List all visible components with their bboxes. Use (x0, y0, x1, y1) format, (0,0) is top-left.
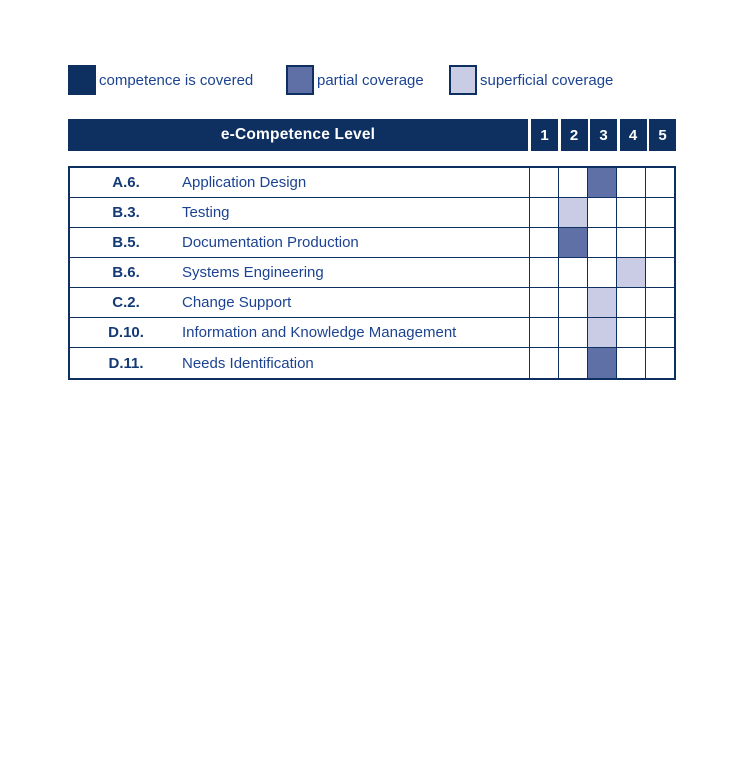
table-row (70, 258, 674, 288)
row-code: D.10. (108, 324, 144, 341)
table-row (70, 318, 674, 348)
level-header-2: 2 (561, 119, 588, 151)
grid-cell (529, 228, 558, 257)
legend-item-covered (68, 64, 253, 96)
superficial-swatch-icon (449, 65, 477, 95)
table-row (70, 228, 674, 258)
grid-cell (616, 228, 645, 257)
row-name: Change Support (182, 294, 292, 311)
grid-cell (587, 228, 616, 257)
grid-cell (529, 198, 558, 227)
row-name: Needs Identification (182, 354, 314, 372)
level-header-3: 3 (590, 119, 617, 151)
grid-cell (558, 168, 587, 197)
grid-cell (645, 348, 674, 378)
level-header-4: 4 (620, 119, 647, 151)
legend-label: partial coverage (317, 71, 424, 89)
coverage-cell-level-2 (558, 228, 587, 257)
coverage-cell-level-3 (587, 318, 616, 347)
grid-cell (616, 168, 645, 197)
coverage-cell-level-3 (587, 168, 616, 197)
table-row (70, 288, 674, 318)
grid-cell (558, 288, 587, 317)
competence-table (68, 166, 676, 380)
grid-cell (616, 348, 645, 378)
level-header-cells (531, 119, 676, 151)
matrix-header-bar (68, 119, 528, 151)
table-row (70, 198, 674, 228)
legend-label: superficial coverage (480, 71, 614, 89)
row-name: Application Design (182, 174, 307, 191)
row-name: Documentation Production (182, 234, 359, 251)
coverage-cell-level-2 (558, 198, 587, 227)
grid-cell (558, 348, 587, 378)
row-code: B.5. (112, 234, 140, 251)
grid-cell (645, 288, 674, 317)
grid-cell (529, 258, 558, 287)
partial-swatch-icon (286, 65, 314, 95)
grid-cell (645, 228, 674, 257)
grid-cell (616, 198, 645, 227)
coverage-cell-level-3 (587, 348, 616, 378)
grid-cell (616, 288, 645, 317)
row-code: A.6. (112, 174, 140, 191)
level-header-1: 1 (531, 119, 558, 151)
grid-cell (645, 258, 674, 287)
grid-cell (587, 198, 616, 227)
grid-cell (529, 288, 558, 317)
legend-item-partial (286, 64, 424, 96)
legend (0, 64, 745, 96)
row-code: B.3. (112, 204, 140, 221)
matrix-header-title: e-Competence Level (220, 126, 376, 143)
row-code: C.2. (112, 294, 140, 311)
covered-swatch-icon (68, 65, 96, 95)
grid-cell (529, 168, 558, 197)
grid-cell (616, 318, 645, 347)
grid-cell (529, 318, 558, 347)
row-name: Information and Knowledge Management (182, 324, 457, 341)
grid-cell (587, 258, 616, 287)
row-name: Systems Engineering (182, 264, 324, 281)
table-row (70, 348, 674, 378)
grid-cell (645, 198, 674, 227)
legend-item-superficial (449, 64, 613, 96)
row-code: D.11. (108, 354, 144, 372)
coverage-cell-level-3 (587, 288, 616, 317)
coverage-cell-level-4 (616, 258, 645, 287)
grid-cell (645, 168, 674, 197)
level-header-5: 5 (649, 119, 676, 151)
row-code: B.6. (112, 264, 140, 281)
grid-cell (645, 318, 674, 347)
row-name: Testing (182, 204, 230, 221)
grid-cell (558, 318, 587, 347)
legend-label: competence is covered (99, 71, 254, 89)
table-row (70, 168, 674, 198)
grid-cell (558, 258, 587, 287)
grid-cell (529, 348, 558, 378)
